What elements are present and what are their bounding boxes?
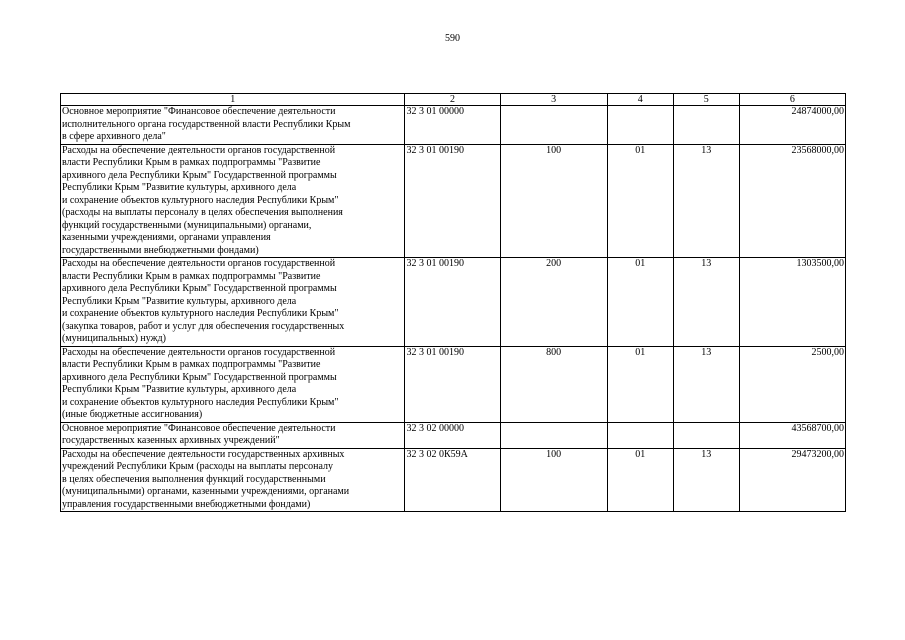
target-code-cell: 32 3 01 00190: [405, 346, 500, 422]
description-cell: Основное мероприятие "Финансовое обеспечение деятельности исполнительного органа государственной власти Республики Крым в сфере архивного дела": [61, 106, 405, 145]
expense-type-cell: [500, 106, 607, 145]
subsection-cell: 13: [673, 258, 739, 347]
header-cell-3: 3: [500, 94, 607, 106]
subsection-cell: [673, 106, 739, 145]
target-code-cell: 32 3 01 00190: [405, 144, 500, 258]
subsection-cell: 13: [673, 346, 739, 422]
section-cell: 01: [607, 448, 673, 512]
subsection-cell: 13: [673, 448, 739, 512]
description-cell: Расходы на обеспечение деятельности органов государственной власти Республики Крым в рамках подпрограммы "Развитие архивного дела Республики Крым" Государственной программы Республики Крым "Развитие культуры, архивного дела и сохранение объектов культурного наследия Республики Крым" (расходы на выплаты персоналу в целях обеспечения выполнения функций государственными (муниципальными) органами, казенными учреждениями, органами управления государственными внебюджетными фондами): [61, 144, 405, 258]
page-number: 590: [445, 33, 460, 44]
table-row: [61, 448, 846, 512]
amount-cell: 2500,00: [739, 346, 845, 422]
description-cell: Расходы на обеспечение деятельности органов государственной власти Республики Крым в рамках подпрограммы "Развитие архивного дела Республики Крым" Государственной программы Республики Крым "Развитие культуры, архивного дела и сохранение объектов культурного наследия Республики Крым" (закупка товаров, работ и услуг для обеспечения государственных (муниципальных) нужд): [61, 258, 405, 347]
subsection-cell: 13: [673, 144, 739, 258]
header-cell-5: 5: [673, 94, 739, 106]
amount-cell: 24874000,00: [739, 106, 845, 145]
amount-cell: 1303500,00: [739, 258, 845, 347]
budget-table: [60, 93, 846, 512]
table-body: [61, 94, 846, 512]
amount-cell: 43568700,00: [739, 422, 845, 448]
table-row: [61, 144, 846, 258]
target-code-cell: 32 3 02 00000: [405, 422, 500, 448]
section-cell: [607, 106, 673, 145]
section-cell: 01: [607, 346, 673, 422]
table-row: [61, 258, 846, 347]
expense-type-cell: 100: [500, 144, 607, 258]
target-code-cell: 32 3 01 00000: [405, 106, 500, 145]
header-cell-6: 6: [739, 94, 845, 106]
table-header-row: [61, 94, 846, 106]
expense-type-cell: 800: [500, 346, 607, 422]
expense-type-cell: 200: [500, 258, 607, 347]
table-row: [61, 346, 846, 422]
amount-cell: 23568000,00: [739, 144, 845, 258]
section-cell: 01: [607, 258, 673, 347]
table-row: [61, 106, 846, 145]
target-code-cell: 32 3 01 00190: [405, 258, 500, 347]
target-code-cell: 32 3 02 0К59А: [405, 448, 500, 512]
expense-type-cell: [500, 422, 607, 448]
table-row: [61, 422, 846, 448]
description-cell: Расходы на обеспечение деятельности органов государственной власти Республики Крым в рамках подпрограммы "Развитие архивного дела Республики Крым" Государственной программы Республики Крым "Развитие культуры, архивного дела и сохранение объектов культурного наследия Республики Крым" (иные бюджетные ассигнования): [61, 346, 405, 422]
expense-type-cell: 100: [500, 448, 607, 512]
section-cell: 01: [607, 144, 673, 258]
header-cell-1: 1: [61, 94, 405, 106]
section-cell: [607, 422, 673, 448]
description-cell: Расходы на обеспечение деятельности государственных архивных учреждений Республики Крым (расходы на выплаты персоналу в целях обеспечения выполнения функций государственными (муниципальными) органами, казенными учреждениями, органами управления государственными внебюджетными фондами): [61, 448, 405, 512]
description-cell: Основное мероприятие "Финансовое обеспечение деятельности государственных казенных архивных учреждений": [61, 422, 405, 448]
amount-cell: 29473200,00: [739, 448, 845, 512]
header-cell-4: 4: [607, 94, 673, 106]
subsection-cell: [673, 422, 739, 448]
header-cell-2: 2: [405, 94, 500, 106]
